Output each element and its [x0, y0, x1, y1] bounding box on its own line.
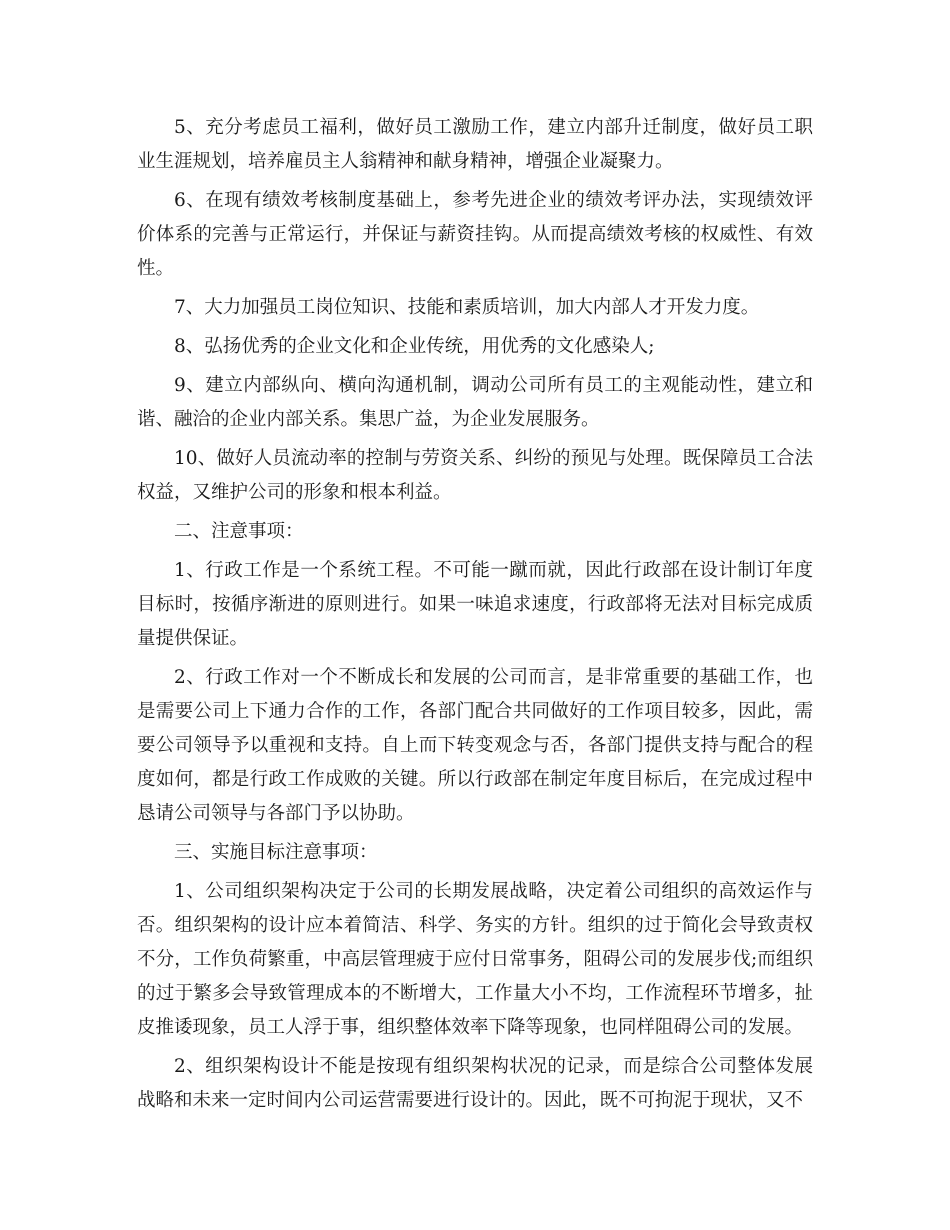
- paragraph-item-10: 10、做好人员流动率的控制与劳资关系、纠纷的预见与处理。既保障员工合法权益，又维护公司的形象和根本利益。: [137, 448, 813, 503]
- notes-item-1: 1、行政工作是一个系统工程。不可能一蹴而就，因此行政部在设计制订年度目标时，按循序渐进的原则进行。如果一味追求速度，行政部将无法对目标完成质量提供保证。: [137, 560, 813, 649]
- paragraph-item-7: 7、大力加强员工岗位知识、技能和素质培训，加大内部人才开发力度。: [174, 297, 760, 318]
- section-heading-notes: 二、注意事项：: [174, 521, 304, 542]
- document-body: [137, 111, 813, 1123]
- implementation-item-1: 1、公司组织架构决定于公司的长期发展战略，决定着公司组织的高效运作与否。组织架构的设计应本着简洁、科学、务实的方针。组织的过于简化会导致责权不分，工作负荷繁重，中高层管理疲于应付日常事务，阻碍公司的发展步伐;而组织的过于繁多会导致管理成本的不断增大，工作量大小不均，工作流程环节增多，扯皮推诿现象，员工人浮于事，组织整体效率下降等现象，也同样阻碍公司的发展。: [137, 881, 813, 1038]
- section-heading-implementation: 三、实施目标注意事项：: [174, 842, 378, 863]
- paragraph-item-5: 5、充分考虑员工福利，做好员工激励工作，建立内部升迁制度，做好员工职业生涯规划，培养雇员主人翁精神和献身精神，增强企业凝聚力。: [137, 117, 813, 172]
- notes-item-2: 2、行政工作对一个不断成长和发展的公司而言，是非常重要的基础工作，也是需要公司上下通力合作的工作，各部门配合共同做好的工作项目较多，因此，需要公司领导予以重视和支持。自上而下转变观念与否，各部门提供支持与配合的程度如何，都是行政工作成败的关键。所以行政部在制定年度目标后，在完成过程中恳请公司领导与各部门予以协助。: [137, 667, 813, 824]
- paragraph-item-9: 9、建立内部纵向、横向沟通机制，调动公司所有员工的主观能动性，建立和谐、融洽的企业内部关系。集思广益，为企业发展服务。: [137, 375, 813, 430]
- implementation-item-2: 2、组织架构设计不能是按现有组织架构状况的记录，而是综合公司整体发展战略和未来一定时间内公司运营需要进行设计的。因此，既不可拘泥于现状，又不: [137, 1056, 813, 1111]
- paragraph-item-6: 6、在现有绩效考核制度基础上，参考先进企业的绩效考评办法，实现绩效评价体系的完善与正常运行，并保证与薪资挂钩。从而提高绩效考核的权威性、有效性。: [137, 190, 813, 279]
- paragraph-item-8: 8、弘扬优秀的企业文化和企业传统，用优秀的文化感染人;: [174, 336, 655, 357]
